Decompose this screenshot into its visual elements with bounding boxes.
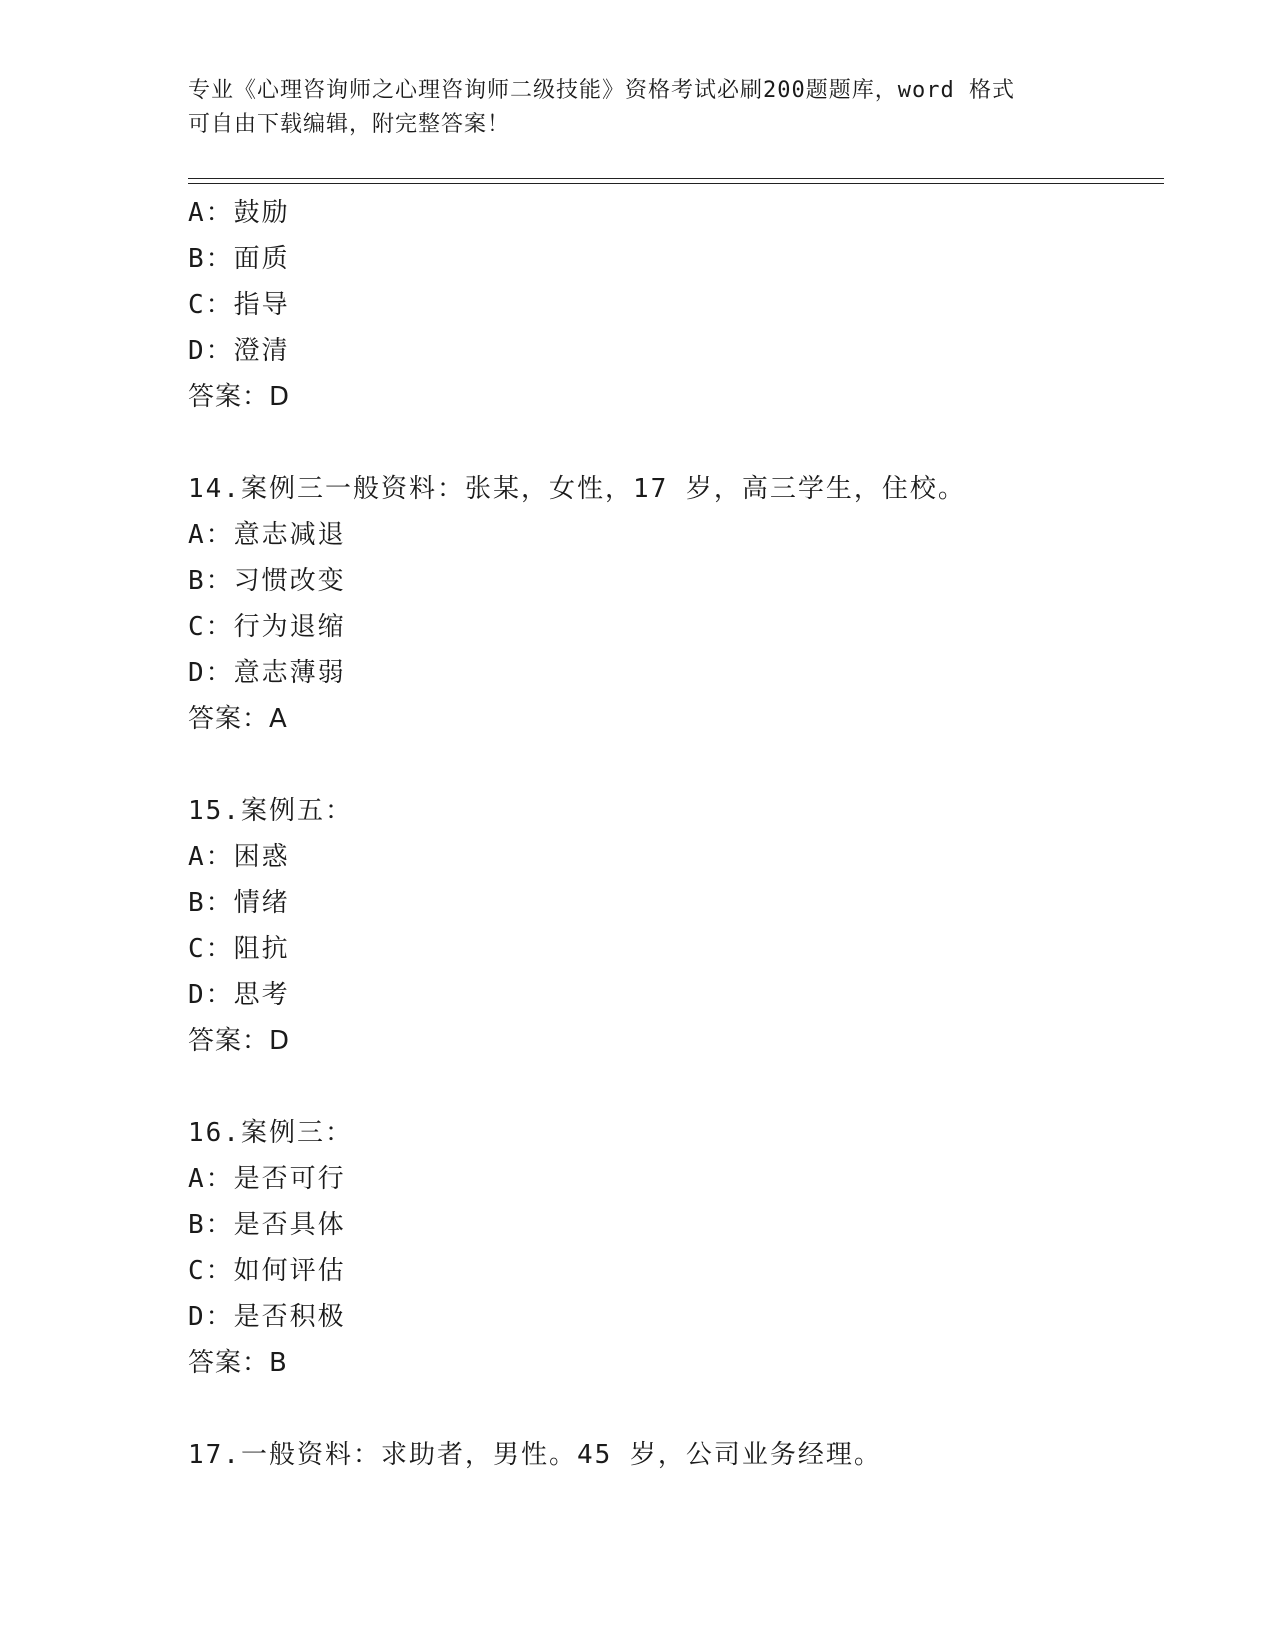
option-d: D：思考 bbox=[188, 980, 290, 1010]
spacer bbox=[188, 742, 1164, 788]
question-stem: 14.案例三一般资料：张某，女性，17 岁，高三学生，住校。 bbox=[188, 474, 966, 504]
option-a: A：鼓励 bbox=[188, 198, 290, 228]
option-a: A：意志减退 bbox=[188, 520, 346, 550]
question-stem: 15.案例五： bbox=[188, 796, 353, 826]
header-divider-top bbox=[188, 178, 1164, 179]
question-14 bbox=[188, 466, 1164, 742]
option-a: A：是否可行 bbox=[188, 1164, 346, 1194]
question-list bbox=[188, 190, 1164, 1478]
question-15 bbox=[188, 788, 1164, 1064]
spacer bbox=[188, 1386, 1164, 1432]
option-c: C：如何评估 bbox=[188, 1256, 346, 1286]
question-13-continued bbox=[188, 190, 1164, 420]
option-b: B：面质 bbox=[188, 244, 290, 274]
option-b: B：习惯改变 bbox=[188, 566, 346, 596]
spacer bbox=[188, 1064, 1164, 1110]
answer: 答案：D bbox=[188, 382, 291, 412]
option-c: C：指导 bbox=[188, 290, 290, 320]
header-line-1: 专业《心理咨询师之心理咨询师二级技能》资格考试必刷200题题库，word 格式 bbox=[188, 78, 1015, 103]
option-d: D：意志薄弱 bbox=[188, 658, 346, 688]
option-d: D：是否积极 bbox=[188, 1302, 346, 1332]
option-b: B：是否具体 bbox=[188, 1210, 346, 1240]
header-divider-bottom bbox=[188, 183, 1164, 184]
question-16 bbox=[188, 1110, 1164, 1386]
answer: 答案：D bbox=[188, 1026, 291, 1056]
spacer bbox=[188, 420, 1164, 466]
answer: 答案：B bbox=[188, 1348, 288, 1378]
question-17 bbox=[188, 1432, 1164, 1478]
option-c: C：行为退缩 bbox=[188, 612, 346, 642]
answer: 答案：A bbox=[188, 704, 288, 734]
document-header bbox=[188, 74, 1088, 142]
option-b: B：情绪 bbox=[188, 888, 290, 918]
option-d: D：澄清 bbox=[188, 336, 290, 366]
question-stem: 17.一般资料：求助者，男性。45 岁，公司业务经理。 bbox=[188, 1440, 882, 1470]
question-stem: 16.案例三： bbox=[188, 1118, 353, 1148]
header-line-2: 可自由下载编辑，附完整答案！ bbox=[188, 112, 511, 137]
option-c: C：阻抗 bbox=[188, 934, 290, 964]
option-a: A：困惑 bbox=[188, 842, 290, 872]
